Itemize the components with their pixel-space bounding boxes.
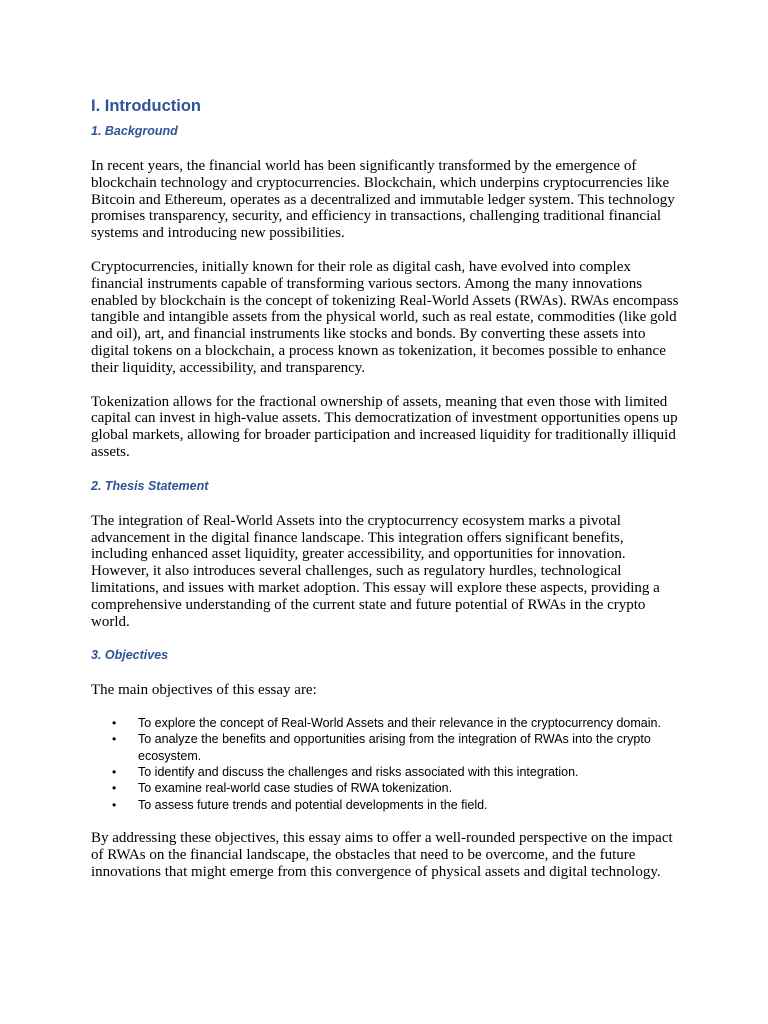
document-content — [91, 96, 681, 880]
subheading-thesis-statement: 2. Thesis Statement — [91, 478, 209, 493]
list-item-text: To identify and discuss the challenges and risks associated with this integration. — [138, 765, 579, 780]
paragraph-background-2: Cryptocurrencies, initially known for their role as digital cash, have evolved into complex financial instruments capable of transforming various sectors. Among the many innovations enabled by blockchain is the concept of tokenizing Real-World Assets (RWAs). RWAs encompass tangible and intangible assets from the physical world, such as real estate, commodities (like gold and oil), art, and financial instruments like stocks and bonds. By converting these assets into digital tokens on a blockchain, a process known as tokenization, it becomes possible to enhance their liquidity, accessibility, and transparency. — [91, 258, 679, 376]
paragraph-objectives-conclusion: By addressing these objectives, this essay aims to offer a well-rounded perspective on the impact of RWAs on the financial landscape, the obstacles that need to be overcome, and the future innovations that might emerge from this convergence of physical assets and digital technology. — [91, 829, 673, 880]
list-item-text: To analyze the benefits and opportunities arising from the integration of RWAs into the crypto ecosystem. — [138, 732, 651, 763]
section-heading-introduction: I. Introduction — [91, 97, 201, 115]
list-item — [91, 731, 681, 764]
list-item — [91, 797, 681, 813]
paragraph-objectives-intro: The main objectives of this essay are: — [91, 682, 317, 699]
list-item — [91, 764, 681, 780]
list-item — [91, 780, 681, 796]
paragraph-thesis: The integration of Real-World Assets into the cryptocurrency ecosystem marks a pivotal advancement in the digital finance landscape. This integration offers significant benefits, including enhanced asset liquidity, greater accessibility, and opportunities for innovation. However, it also introduces several challenges, such as regulatory hurdles, technological limitations, and issues with market adoption. This essay will explore these aspects, providing a comprehensive understanding of the current state and future potential of RWAs in the crypto world. — [91, 512, 660, 630]
list-item-text: To assess future trends and potential developments in the field. — [138, 797, 488, 812]
list-item-text: To examine real-world case studies of RWA tokenization. — [138, 781, 453, 796]
subheading-objectives: 3. Objectives — [91, 648, 169, 663]
bullet-icon: • — [112, 716, 117, 731]
bullet-icon: • — [112, 732, 117, 747]
paragraph-background-3: Tokenization allows for the fractional ownership of assets, meaning that even those with limited capital can invest in high-value assets. This democratization of investment opportunities opens up global markets, allowing for broader participation and increased liquidity for traditionally illiquid assets. — [91, 393, 678, 460]
subheading-background: 1. Background — [91, 124, 178, 138]
objectives-list — [91, 715, 681, 813]
list-item — [91, 715, 681, 731]
list-item-text: To explore the concept of Real-World Assets and their relevance in the cryptocurrency domain. — [138, 716, 661, 731]
paragraph-background-1: In recent years, the financial world has been significantly transformed by the emergence of blockchain technology and cryptocurrencies. Blockchain, which underpins cryptocurrencies like Bitcoin and Ethereum, operates as a decentralized and immutable ledger system. This technology promises transparency, security, and efficiency in transactions, challenging traditional financial systems and introducing new possibilities. — [91, 158, 675, 242]
bullet-icon: • — [112, 765, 117, 780]
bullet-icon: • — [112, 781, 117, 796]
bullet-icon: • — [112, 797, 117, 812]
